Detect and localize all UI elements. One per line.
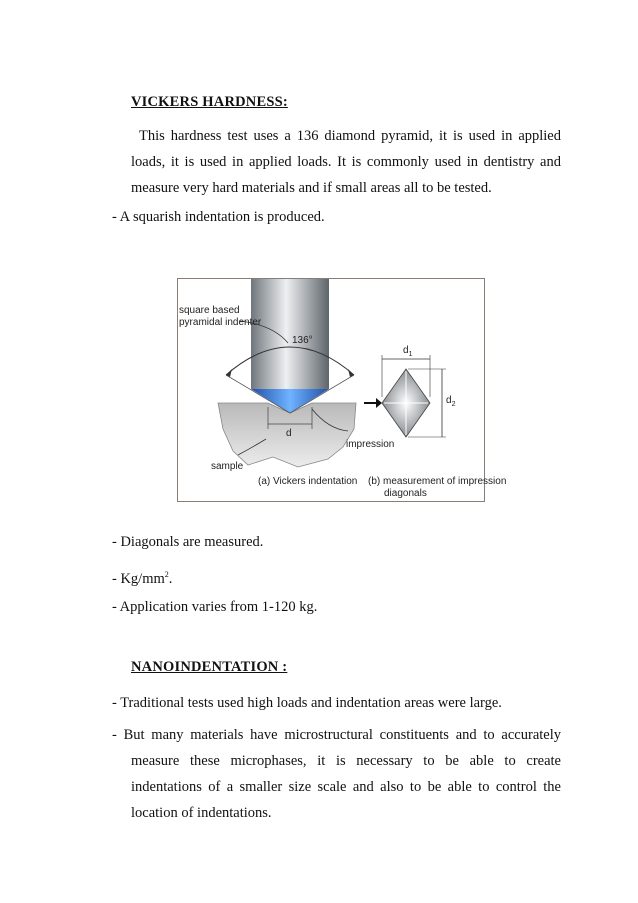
vickers-paragraph: [131, 123, 561, 201]
label-measurement-line2: diagonals: [384, 488, 427, 499]
units-text: - Kg/mm: [112, 570, 165, 587]
vickers-figure: [177, 278, 507, 502]
vickers-diagram: [178, 279, 507, 501]
nano-heading: NANOINDENTATION :: [131, 659, 288, 675]
bullet-microstructural: - But many materials have microstructural constituents and to accurately measure these microphases, it is necessary to be able to create indentations of a smaller size scale and also to be able to control the location of indentations.: [112, 727, 561, 821]
bullet-units: [112, 562, 561, 592]
label-measurement-line1: (b) measurement of impression: [368, 476, 507, 487]
units-superscript: 2: [164, 570, 169, 579]
label-d1: $d_1$: [403, 345, 413, 358]
bullet-squarish-indentation: - A squarish indentation is produced.: [112, 209, 325, 225]
vickers-paragraph-text: This hardness test uses a 136 diamond pyramid, it is used in applied loads, it is used in applied loads. It is commonly used in dentistry and measure very hard materials and if small areas all to be tested.: [131, 128, 561, 196]
vickers-heading: VICKERS HARDNESS:: [131, 94, 288, 110]
bullet-application-range: - Application varies from 1-120 kg.: [112, 599, 318, 615]
label-d2: $d_2$: [446, 395, 456, 408]
label-sample: sample: [211, 461, 244, 472]
arrow-right-icon: [376, 398, 382, 408]
units-period: .: [168, 570, 173, 587]
bullet-traditional-tests: - Traditional tests used high loads and indentation areas were large.: [112, 695, 502, 711]
label-angle: 136°: [292, 335, 313, 346]
label-d: d: [286, 428, 292, 439]
label-indenter-line1: square based: [179, 305, 240, 316]
label-impression: impression: [346, 439, 395, 450]
label-indenter-line2: pyramidal indenter: [179, 317, 262, 328]
indenter-rod: [251, 279, 329, 389]
label-vickers-indentation: (a) Vickers indentation: [258, 476, 358, 487]
bullet-diagonals: - Diagonals are measured.: [112, 534, 264, 550]
